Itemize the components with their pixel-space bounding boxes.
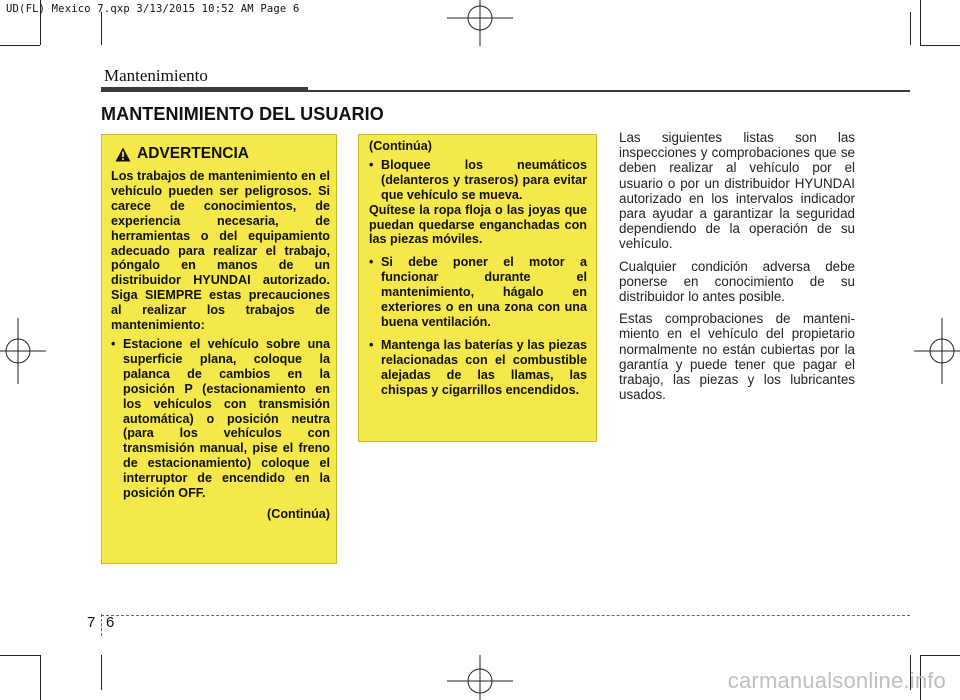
footer-rule (101, 615, 910, 616)
list-item (369, 255, 587, 330)
body-paragraph-3: Estas comprobaciones de manteni-miento en el vehículo del propietario normalmente no están cubiertas por la garantía y puede tener que pagar el trabajo, las piezas y los lubricantes usados. (619, 311, 855, 403)
header-rule (101, 90, 910, 92)
registration-mark-top-icon (447, 0, 513, 46)
running-header: Mantenimiento (104, 66, 208, 85)
crop-mark-tr-v2 (910, 12, 911, 45)
continues-label: (Continúa) (267, 506, 330, 521)
crop-mark-tr-h (920, 45, 960, 46)
warning-bullet-2: Bloquee los neumáticos (delanteros y traseros) para evitar que vehículo se mueva. (381, 157, 587, 202)
warning-triangle-icon (115, 147, 131, 162)
crop-mark-bl-h (0, 655, 40, 656)
warning-bullet-2-extra: Quítese la ropa floja o las joyas que puedan quedarse enganchadas con las piezas móviles. (369, 202, 587, 247)
watermark: carmanualsonline.info (727, 668, 946, 693)
warning-bullet-1: Estacione el vehículo sobre una superficie plana, coloque la palanca de cambios en la posición P (estacionamiento en los vehículos con transmisión automática) o posición neutra (para los vehículos con transmisión manual, pise el freno de estacionamiento) coloque el interruptor de encendido en la posición OFF. (123, 336, 330, 501)
page-number-separator (101, 614, 103, 636)
warning-box-continued (358, 134, 597, 442)
body-text-column (619, 130, 855, 409)
bullet-marker: • (369, 255, 374, 270)
crop-mark-br-h (920, 655, 960, 656)
warning-box (101, 134, 337, 564)
continued-label: (Continúa) (369, 139, 432, 153)
print-slug-line: UD(FL) Mexico 7.qxp 3/13/2015 10:52 AM Page 6 (6, 3, 300, 15)
section-title: MANTENIMIENTO DEL USUARIO (101, 104, 384, 124)
list-item (369, 158, 587, 203)
list-item (111, 337, 330, 501)
body-paragraph-2: Cualquier condición adversa debe ponerse en conocimiento de su distribuidor lo antes posible. (619, 258, 855, 305)
crop-mark-tl-h (0, 45, 40, 46)
warning-bullet-4: Mantenga las baterías y las piezas relacionadas con el combustible alejadas de las llamas, las chispas y cigarrillos encendidos. (381, 337, 587, 397)
crop-mark-tr-v (920, 0, 921, 45)
bullet-marker: • (111, 336, 116, 351)
warning-title: ADVERTENCIA (137, 145, 249, 162)
warning-heading (115, 145, 330, 163)
chapter-number: 7 (87, 614, 96, 631)
crop-mark-tl-v2 (101, 12, 102, 45)
crop-mark-bl-v (40, 655, 41, 700)
registration-mark-right-icon (914, 318, 960, 384)
bullet-marker: • (369, 157, 374, 172)
list-item (369, 338, 587, 398)
bullet-marker: • (369, 337, 374, 352)
registration-mark-left-icon (0, 318, 46, 384)
warning-intro: Los trabajos de mantenimiento en el vehículo pueden ser peligrosos. Si carece de conocimientos, de experiencia necesaria, de herramientas o del equipamiento adecuado para realizar el trabajo, póngalo en manos de un distribuidor HYUNDAI autorizado. Siga SIEMPRE estas precauciones al realizar los trabajos de mantenimiento: (111, 169, 330, 333)
warning-bullet-3: Si debe poner el motor a funcionar durante el mantenimiento, hágalo en exteriores o en una zona con una buena ventilación. (381, 255, 587, 329)
crop-mark-bl-v2 (101, 655, 102, 690)
body-paragraph-1: Las siguientes listas son las inspecciones y comprobaciones que se deben realizar al vehículo por el usuario o por un distribuidor HYUNDAI autorizado en los intervalos indicador para ayudar a garantizar la seguridad dependiendo de la operación de su vehículo. (619, 130, 855, 252)
page-number: 6 (106, 614, 115, 631)
registration-mark-bottom-icon (447, 655, 513, 700)
